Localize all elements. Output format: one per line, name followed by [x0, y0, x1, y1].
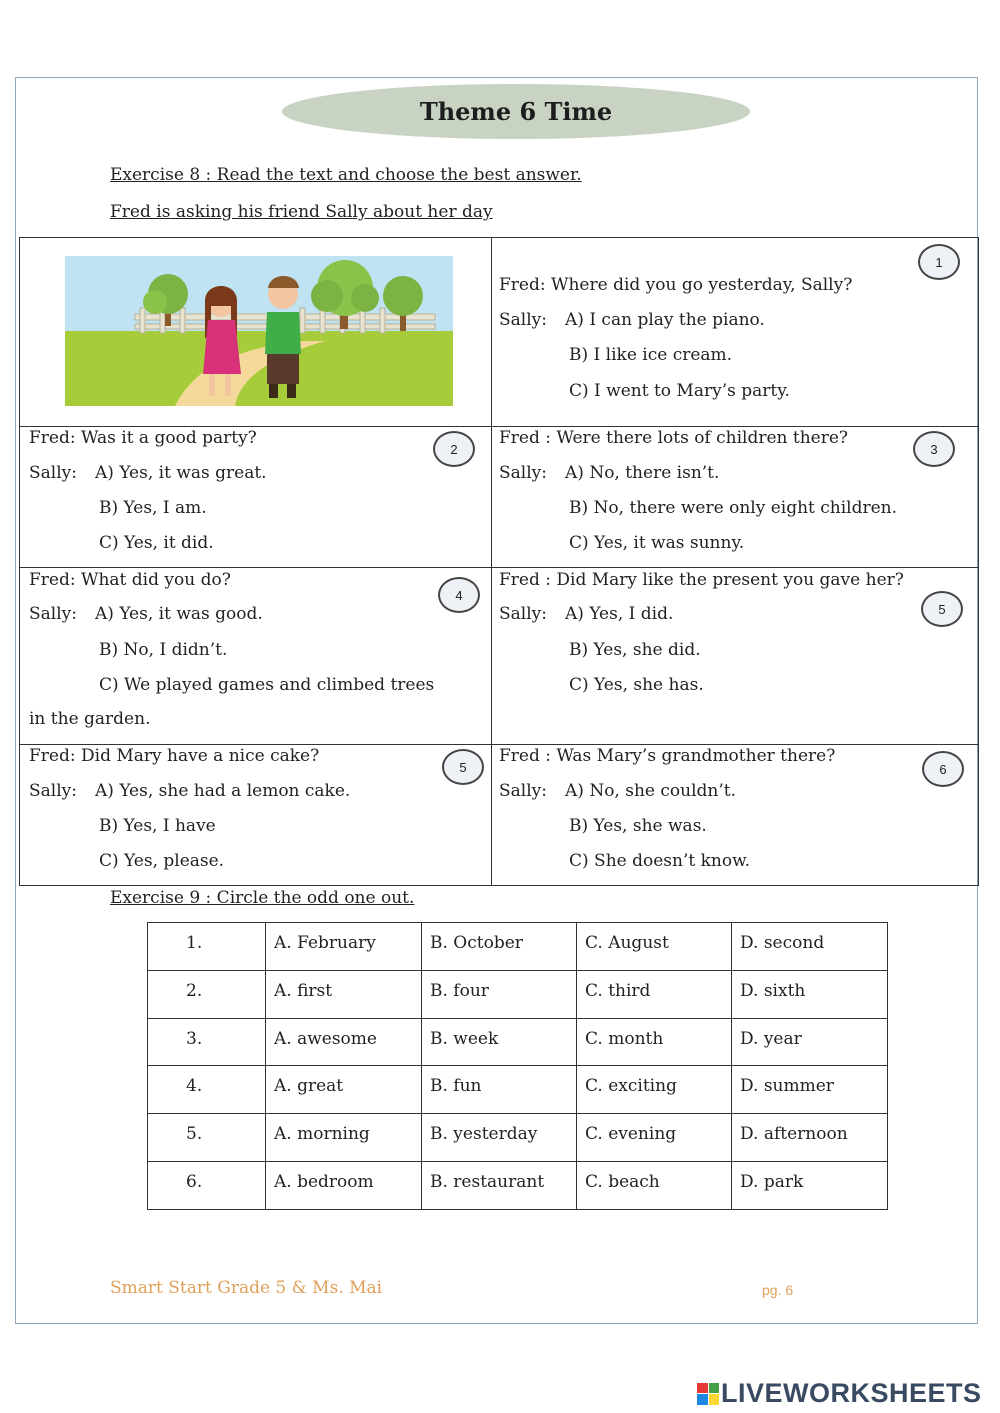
- question-text: Fred: Did Mary have a nice cake?: [29, 746, 320, 766]
- question-number-badge: 2: [433, 431, 475, 467]
- answer-option-c[interactable]: C) Yes, please.: [99, 851, 225, 871]
- answer-option-c[interactable]: C) We played games and climbed trees: [99, 675, 435, 695]
- question-7-cell: [492, 745, 979, 886]
- option-a[interactable]: A. awesome: [266, 1018, 422, 1066]
- odd-one-out-row: [148, 923, 888, 971]
- question-4-cell: [20, 568, 492, 745]
- question-5-cell: [492, 568, 979, 745]
- sally-label: Sally:: [499, 781, 547, 801]
- answer-option-c[interactable]: C) Yes, it was sunny.: [569, 533, 745, 553]
- option-d[interactable]: D. afternoon: [732, 1114, 888, 1162]
- option-a[interactable]: A. first: [266, 970, 422, 1018]
- question-number-badge: 1: [918, 244, 960, 280]
- odd-one-out-row: [148, 1066, 888, 1114]
- question-number-badge: 6: [922, 751, 964, 787]
- odd-one-out-row: [148, 1114, 888, 1162]
- row-number: 4.: [148, 1066, 266, 1114]
- answer-option-b[interactable]: B) Yes, I have: [99, 816, 216, 836]
- odd-one-out-table: [147, 922, 888, 1210]
- page-number: pg. 6: [762, 1282, 794, 1298]
- sally-label: Sally:: [29, 463, 77, 483]
- question-number-badge: 5: [921, 591, 963, 627]
- brand-name: LIVEWORKSHEETS: [721, 1378, 982, 1408]
- page-title: Theme 6 Time: [282, 84, 750, 139]
- answer-option-b[interactable]: B) Yes, I am.: [99, 498, 207, 518]
- row-number: 1.: [148, 923, 266, 971]
- option-b[interactable]: B. restaurant: [422, 1161, 577, 1209]
- question-number-badge: 4: [438, 577, 480, 613]
- option-c[interactable]: C. exciting: [577, 1066, 732, 1114]
- question-text: Fred: Was it a good party?: [29, 428, 257, 448]
- option-a[interactable]: A. bedroom: [266, 1161, 422, 1209]
- question-1-cell: [492, 238, 979, 427]
- answer-option-a[interactable]: A) Yes, it was great.: [95, 463, 267, 483]
- answer-option-a[interactable]: A) Yes, it was good.: [95, 604, 263, 624]
- question-number-badge: 3: [913, 431, 955, 467]
- answer-option-c[interactable]: C) Yes, she has.: [569, 675, 704, 695]
- option-c[interactable]: C. August: [577, 923, 732, 971]
- answer-option-a[interactable]: A) I can play the piano.: [565, 310, 765, 330]
- answer-option-c[interactable]: C) I went to Mary’s party.: [569, 381, 790, 401]
- option-b[interactable]: B. October: [422, 923, 577, 971]
- option-a[interactable]: A. great: [266, 1066, 422, 1114]
- kids-walking-illustration: [65, 256, 453, 406]
- answer-option-c-continued: in the garden.: [29, 709, 151, 729]
- question-number-badge: 5: [442, 749, 484, 785]
- option-b[interactable]: B. fun: [422, 1066, 577, 1114]
- option-a[interactable]: A. morning: [266, 1114, 422, 1162]
- question-text: Fred : Did Mary like the present you gave her?: [499, 570, 904, 590]
- row-number: 6.: [148, 1161, 266, 1209]
- sally-label: Sally:: [499, 463, 547, 483]
- sally-label: Sally:: [499, 604, 547, 624]
- sally-label: Sally:: [29, 604, 77, 624]
- question-text: Fred : Was Mary’s grandmother there?: [499, 746, 836, 766]
- footer-credit: Smart Start Grade 5 & Ms. Mai: [110, 1278, 383, 1298]
- question-text: Fred: What did you do?: [29, 570, 231, 590]
- option-d[interactable]: D. sixth: [732, 970, 888, 1018]
- question-text: Fred: Where did you go yesterday, Sally?: [499, 275, 853, 295]
- row-number: 2.: [148, 970, 266, 1018]
- odd-one-out-row: [148, 970, 888, 1018]
- sally-label: Sally:: [29, 781, 77, 801]
- answer-option-b[interactable]: B) Yes, she was.: [569, 816, 707, 836]
- option-b[interactable]: B. yesterday: [422, 1114, 577, 1162]
- answer-option-b[interactable]: B) I like ice cream.: [569, 345, 733, 365]
- exercise-8-heading: Exercise 8 : Read the text and choose the best answer.: [110, 165, 582, 185]
- option-d[interactable]: D. second: [732, 923, 888, 971]
- illustration-cell: [20, 238, 492, 427]
- option-c[interactable]: C. month: [577, 1018, 732, 1066]
- option-b[interactable]: B. week: [422, 1018, 577, 1066]
- question-text: Fred : Were there lots of children there?: [499, 428, 849, 448]
- option-c[interactable]: C. third: [577, 970, 732, 1018]
- option-d[interactable]: D. summer: [732, 1066, 888, 1114]
- option-c[interactable]: C. evening: [577, 1114, 732, 1162]
- answer-option-a[interactable]: A) Yes, I did.: [565, 604, 674, 624]
- dialog-table: [19, 237, 979, 886]
- option-d[interactable]: D. year: [732, 1018, 888, 1066]
- answer-option-a[interactable]: A) Yes, she had a lemon cake.: [95, 781, 351, 801]
- option-a[interactable]: A. February: [266, 923, 422, 971]
- option-c[interactable]: C. beach: [577, 1161, 732, 1209]
- odd-one-out-row: [148, 1161, 888, 1209]
- question-3-cell: [492, 427, 979, 568]
- answer-option-b[interactable]: B) No, there were only eight children.: [569, 498, 898, 518]
- exercise-9-heading: Exercise 9 : Circle the odd one out.: [110, 888, 415, 908]
- option-b[interactable]: B. four: [422, 970, 577, 1018]
- option-d[interactable]: D. park: [732, 1161, 888, 1209]
- liveworksheets-logo: [697, 1378, 982, 1409]
- answer-option-b[interactable]: B) Yes, she did.: [569, 640, 701, 660]
- row-number: 3.: [148, 1018, 266, 1066]
- answer-option-a[interactable]: A) No, there isn’t.: [565, 463, 720, 483]
- question-6-cell: [20, 745, 492, 886]
- answer-option-b[interactable]: B) No, I didn’t.: [99, 640, 228, 660]
- answer-option-c[interactable]: C) Yes, it did.: [99, 533, 214, 553]
- sally-label: Sally:: [499, 310, 547, 330]
- odd-one-out-row: [148, 1018, 888, 1066]
- brand-logo-icon: [697, 1383, 719, 1405]
- row-number: 5.: [148, 1114, 266, 1162]
- answer-option-a[interactable]: A) No, she couldn’t.: [565, 781, 736, 801]
- question-2-cell: [20, 427, 492, 568]
- answer-option-c[interactable]: C) She doesn’t know.: [569, 851, 751, 871]
- exercise-8-subheading: Fred is asking his friend Sally about her day: [110, 202, 493, 222]
